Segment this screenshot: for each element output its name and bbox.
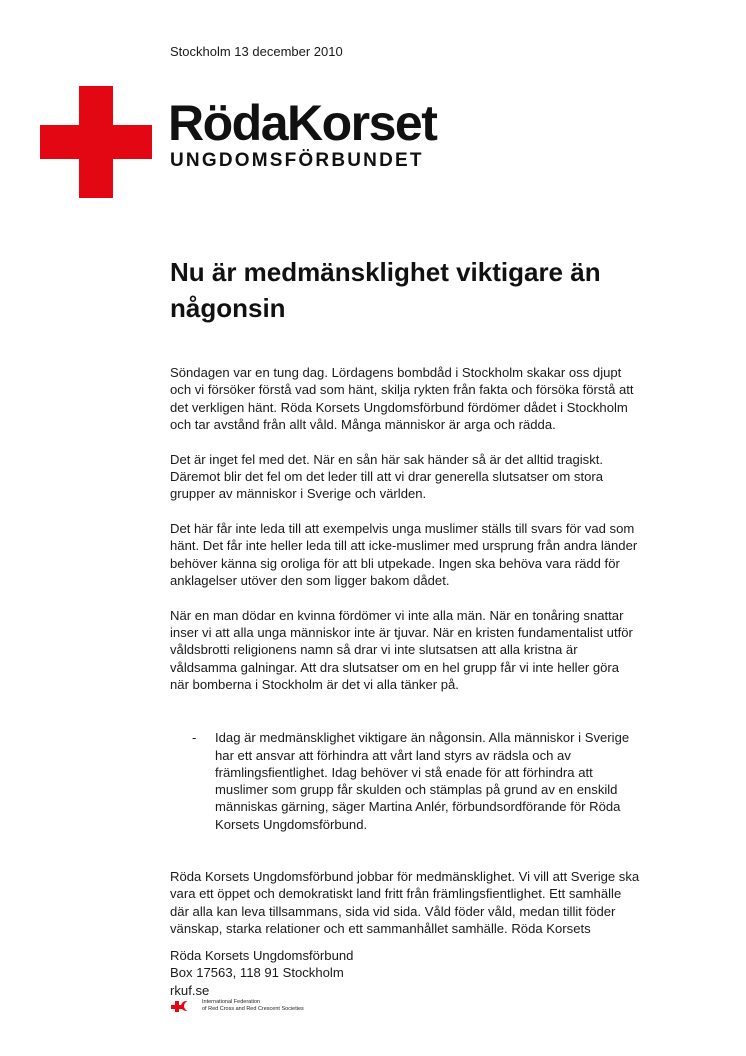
dateline: Stockholm 13 december 2010 [170, 44, 343, 59]
ifrc-line2: of Red Cross and Red Crescent Societies [202, 1006, 304, 1012]
red-cross-logo-icon [40, 86, 152, 198]
footer-org: Röda Korsets Ungdomsförbund [170, 948, 354, 963]
quote-block [170, 729, 640, 833]
paragraph: Det här får inte leda till att exempelvis unga muslimer ställs till svars för vad som hänt. Det får inte heller leda till att icke-muslimer med ursprung från andra länder behöver känna sig oroliga för att bli utpekade. Ingen ska behöva vara rädd för anklagelser utöver den som ligger bakom dådet. [170, 521, 638, 588]
quote-text: Idag är medmänsklighet viktigare än någonsin. Alla människor i Sverige har ett ansvar att förhindra att vårt land styrs av rädsla och av främlingsfientlighet. Idag behöver vi stå enade för att förhindra att muslimer som grupp får skulden och stämplas på grund av en enskild människas gärning, säger Martina Anlér, förbundsordförande för Röda Korsets Ungdomsförbund. [215, 730, 630, 832]
ifrc-line1: International Federation [202, 999, 261, 1005]
footer-website: rkuf.se [170, 982, 210, 998]
article-body [170, 364, 640, 955]
footer-address [170, 947, 353, 999]
paragraph: Söndagen var en tung dag. Lördagens bombdåd i Stockholm skakar oss djupt och vi försöker förstå vad som hänt, skilja rykten från fakta och försöka förstå att det verkligen hänt. Röda Korsets Ungdomsförbund fördömer dådet i Stockholm och tar avstånd från allt våld. Många människor är arga och rädda. [170, 365, 634, 432]
red-cross-crescent-icon [170, 1000, 196, 1013]
footer-address-line: Box 17563, 118 91 Stockholm [170, 965, 344, 981]
quote-dash: - [192, 730, 197, 746]
paragraph: Det är inget fel med det. När en sån här sak händer så är det alltid tragiskt. Däremot blir det fel om det leder till att vi drar generella slutsatser om stora grupper av människor i Sverige och världen. [170, 451, 604, 502]
paragraph: När en man dödar en kvinna fördömer vi inte alla män. När en tonåring snattar inser vi att alla unga människor inte är tjuvar. När en kristen fundamentalist utför våldsbrotti religionens namn så drar vi inte slutsatsen att alla kristna är våldsamma galningar. Att dra slutsatser om en hel grupp får vi inte heller göra när bomberna i Stockholm är det vi alla tänker på. [170, 607, 633, 692]
logo-subtitle: UNGDOMSFÖRBUNDET [170, 150, 424, 171]
closing-paragraph: Röda Korsets Ungdomsförbund jobbar för medmänsklighet. Vi vill att Sverige ska vara ett öppet och demokratiskt land fritt från främlingsfientlighet. Ett samhälle där alla kan leva tillsammans, sida vid sida. Våld föder våld, medan tillit föder vänskap, starka relationer och ett sammanhållet samhälle. Röda Korsets [170, 869, 640, 936]
logo-wordmark: RödaKorset [168, 95, 437, 151]
headline: Nu är medmänsklighet viktigare än någonsin [170, 257, 601, 323]
